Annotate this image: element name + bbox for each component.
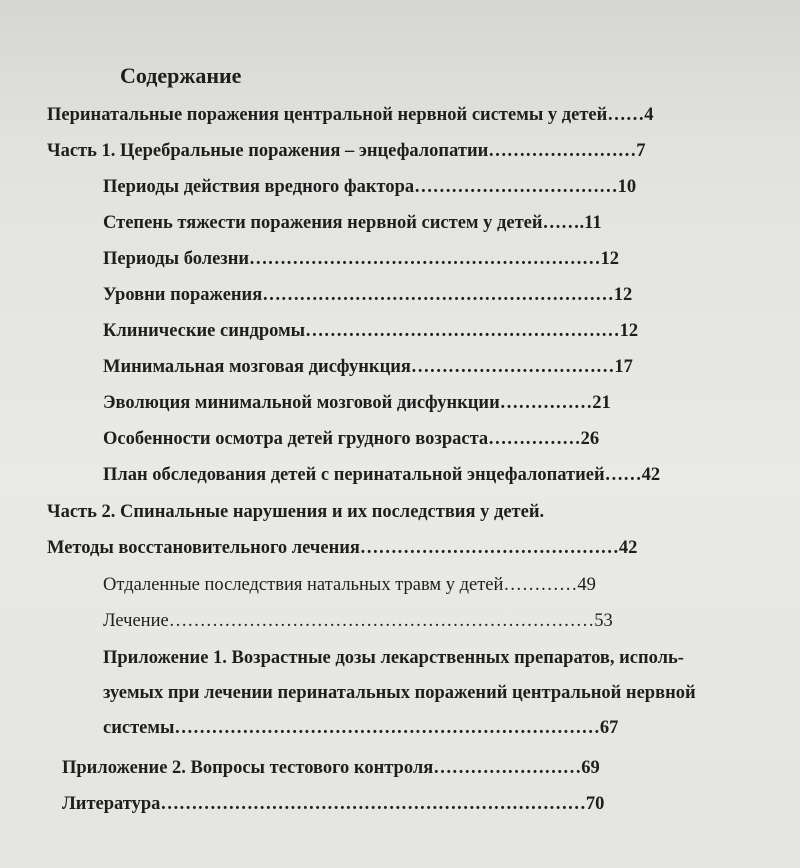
toc-entry: Часть 1. Церебральные поражения – энцефалопатии……………………7 xyxy=(47,141,646,161)
toc-entry: Периоды действия вредного фактора……………………………10 xyxy=(103,177,637,197)
toc-entry: Методы восстановительного лечения……………………………………42 xyxy=(47,538,638,558)
toc-entry: Литература……………………………………………………………70 xyxy=(62,794,605,814)
toc-entry: Минимальная мозговая дисфункция……………………………17 xyxy=(103,357,633,377)
document-title: Содержание xyxy=(120,63,242,88)
toc-entry: Периоды болезни…………………………………………………12 xyxy=(103,249,620,269)
toc-entry: Степень тяжести поражения нервной систем у детей…….11 xyxy=(103,213,602,233)
toc-entry: Приложение 1. Возрастные дозы лекарственных препаратов, исполь- xyxy=(103,648,684,668)
toc-entry: Отдаленные последствия натальных травм у детей…………49 xyxy=(103,575,596,595)
toc-entry: Перинатальные поражения центральной нервной системы у детей……4 xyxy=(47,105,654,125)
toc-entry: Лечение……………………………………………………………53 xyxy=(103,611,613,631)
toc-entry: Часть 2. Спинальные нарушения и их последствия у детей. xyxy=(47,502,545,522)
toc-entry: Клинические синдромы……………………………………………12 xyxy=(103,321,639,341)
toc-entry: Уровни поражения…………………………………………………12 xyxy=(103,285,633,305)
toc-entry: Приложение 2. Вопросы тестового контроля……………………69 xyxy=(62,758,600,778)
toc-entry: системы……………………………………………………………67 xyxy=(103,718,619,738)
toc-entry: Особенности осмотра детей грудного возраста……………26 xyxy=(103,429,600,449)
toc-entry: План обследования детей с перинатальной энцефалопатией……42 xyxy=(103,465,661,485)
toc-entry: Эволюция минимальной мозговой дисфункции……………21 xyxy=(103,393,611,413)
toc-entry: зуемых при лечении перинатальных поражений центральной нервной xyxy=(103,683,696,703)
